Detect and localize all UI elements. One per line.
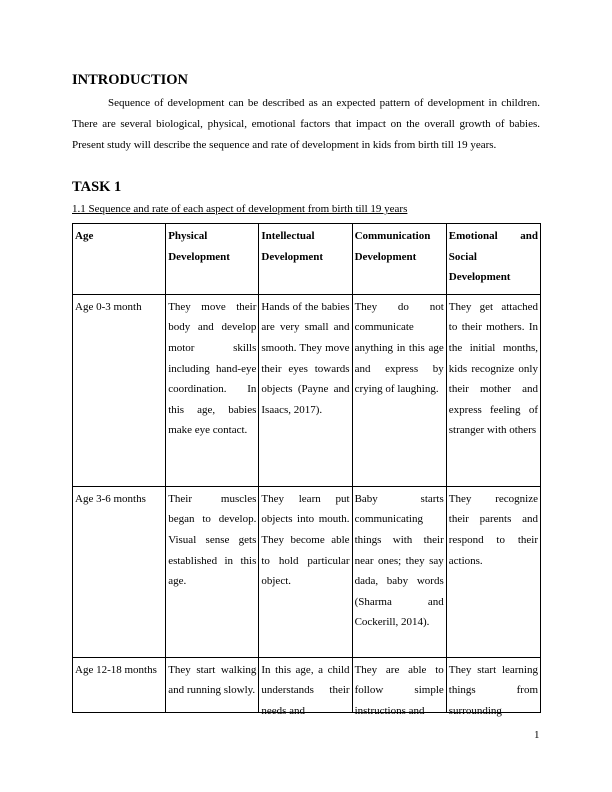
- cell-age: [73, 657, 166, 712]
- introduction-heading: INTRODUCTION: [72, 72, 189, 88]
- cell-physical: Their muscles began to develop. Visual sense gets established in this age.: [166, 486, 259, 657]
- cell-communication: Baby starts communicating things with their near ones; they say dada, baby words (Sharma and Cockerill, 2014).: [352, 486, 446, 657]
- table-row: [73, 486, 541, 657]
- cell-intellectual: Hands of the babies are very small and smooth. They move their eyes towards objects (Payne and Isaacs, 2017).: [259, 294, 352, 486]
- page-number: 1: [534, 729, 540, 741]
- cell-age: Age 0-3 month: [73, 294, 166, 486]
- task-heading: TASK 1: [72, 179, 122, 195]
- cell-emotional-text: They start learning things from surrounding: [448, 663, 538, 717]
- table-row: [73, 657, 541, 712]
- cell-intellectual: They learn put objects into mouth. They become able to hold particular object.: [259, 486, 352, 657]
- task-subtitle: 1.1 Sequence and rate of each aspect of development from birth till 19 years: [72, 203, 408, 215]
- table-row: [73, 294, 541, 486]
- header-intellectual: Intellectual Development: [259, 224, 352, 295]
- introduction-paragraph: [72, 93, 540, 156]
- header-age: Age: [73, 224, 166, 295]
- cell-intellectual: [259, 657, 352, 717]
- header-communication: Communication Development: [352, 224, 446, 295]
- cell-communication: They do not communicate anything in this age and express by crying of laughing.: [352, 294, 446, 486]
- cell-emotional: [446, 657, 540, 717]
- cell-emotional: They recognize their parents and respond to their actions.: [446, 486, 540, 657]
- table-header-row: [73, 224, 541, 295]
- cell-physical: They move their body and develop motor skills including hand-eye coordination. In this age, babies make eye contact.: [166, 294, 259, 486]
- cell-emotional: They get attached to their mothers. In the initial months, kids recognize only their mother and express feeling of stranger with others: [446, 294, 540, 486]
- introduction-text: Sequence of development can be described as an expected pattern of development in children. There are several biological, physical, emotional factors that impact on the overall growth of babies. Present study will describe the sequence and rate of development in kids from birth till 19 years.: [72, 97, 540, 151]
- cell-intellectual-text: In this age, a child understands their needs and: [261, 663, 350, 717]
- cell-communication-text: They are able to follow simple instructions and: [354, 663, 444, 717]
- cell-physical: [166, 657, 259, 712]
- development-table: [72, 223, 541, 717]
- cell-communication: [352, 657, 446, 717]
- header-emotional: Emotional and Social Development: [446, 224, 540, 295]
- cell-age-text: Age 12-18 months: [75, 663, 157, 676]
- cell-age: Age 3-6 months: [73, 486, 166, 657]
- cell-physical-text: They start walking and running slowly.: [168, 663, 257, 697]
- header-physical: Physical Development: [166, 224, 259, 295]
